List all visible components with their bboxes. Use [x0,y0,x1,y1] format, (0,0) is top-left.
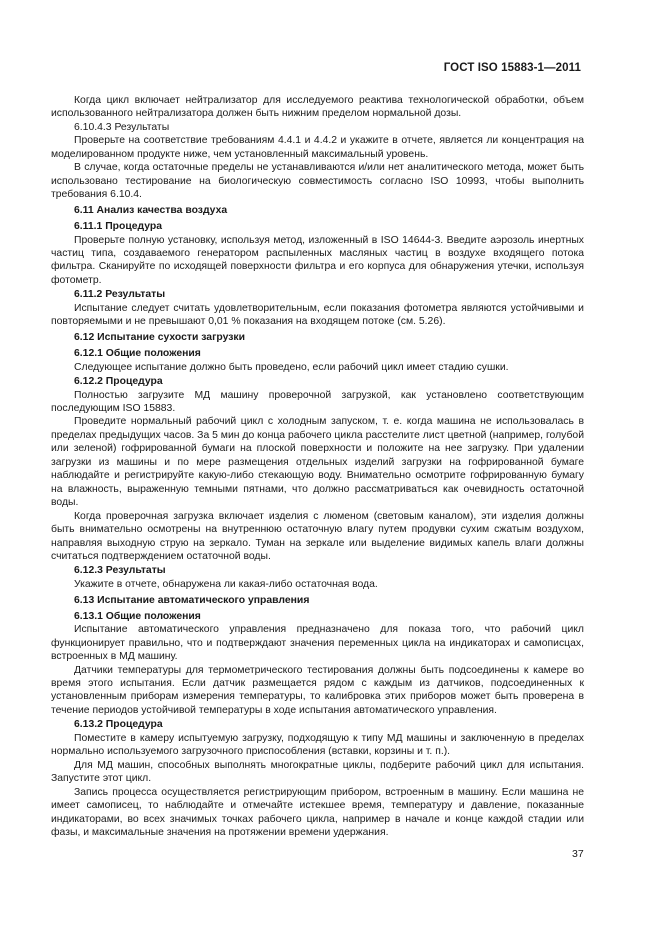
subsection-heading: 6.13.2 Процедура [74,719,163,731]
paragraph: Для МД машин, способных выполнять многократные циклы, подберите рабочий цикл для испытания. Запустите этот цикл. [51,759,584,785]
paragraph: Полностью загрузите МД машину проверочной загрузкой, как установлено соответствующим последующим ISO 15883. [51,389,584,414]
paragraph: Поместите в камеру испытуемую загрузку, подходящую к типу МД машины и заключенную в пределах нормально используемого загрузочного приспособления (вставки, корзины и т. п.). [51,732,584,758]
paragraph: В случае, когда остаточные пределы не устанавливаются и/или нет аналитического метода, может быть использовано тестирование на биологическую совместимость согласно ISO 10993, чтобы выполнить требования 6.10.4. [51,162,584,201]
section-heading: 6.11 Анализ качества воздуха [74,205,228,217]
paragraph: Укажите в отчете, обнаружена ли какая-либо остаточная вода. [74,578,378,590]
paragraph: Следующее испытание должно быть проведено, если рабочий цикл имеет стадию сушки. [74,361,509,373]
page-number: 37 [572,848,584,860]
paragraph: Испытание следует считать удовлетворительным, если показания фотометра являются устойчивыми и повторяемыми и не превышают 0,01 % показания на входящем потоке (см. 5.26). [51,302,584,328]
subsection-heading: 6.13.1 Общие положения [74,610,201,622]
paragraph: Когда цикл включает нейтрализатор для исследуемого реактива технологической обработки, объем использованного нейтрализатора должен быть нижним пределом нормальной дозы. [51,95,584,120]
paragraph: Испытание автоматического управления предназначено для показа того, что рабочий цикл функционирует правильно, что и подтверждают значения переменных цикла на индикаторах и самописцах, встроенных в МД машину. [51,624,584,663]
section-heading: 6.12 Испытание сухости загрузки [74,332,245,344]
paragraph: Когда проверочная загрузка включает изделия с люменом (световым каналом), эти изделия должны быть внимательно осмотрены на внутреннюю остаточную влагу путем продувки сухим сжатым воздухом, направляя выходную струю на зеркало. Туман на зеркале или выделение видимых капель влаги должны считаться подтверждением остаточной воды. [51,510,584,562]
subsection-heading: 6.12.1 Общие положения [74,348,201,360]
section-heading: 6.13 Испытание автоматического управления [74,594,310,606]
paragraph: Запись процесса осуществляется регистрирующим прибором, встроенным в машину. Если машина не имеет самописец, то наблюдайте и отмечайте истекшее время, температуру и давление, показанные индикаторами, во всех значимых точках рабочего цикла, например в начале и конце каждой стадии или фазы, и максимальные значения на протяжении времени удержания. [51,786,584,839]
subsection-heading: 6.11.1 Процедура [74,221,163,233]
paragraph: Проверьте на соответствие требованиям 4.4.1 и 4.4.2 и укажите в отчете, является ли концентрация на моделированном продукте ниже, чем установленный максимальный уровень. [51,135,584,160]
paragraph: Проведите нормальный рабочий цикл с холодным запуском, т. е. когда машина не использовалась в пределах предыдущих часов. За 5 мин до конца рабочего цикла расстелите лист цветной (например, голубой или зеленой) гофрированной бумаги на плоской поверхности и положите на нее загрузку. При удалении загрузки из машины и по мере размещения отдельных изделий загрузки на гофрированной бумаге наблюдайте и регистрируйте какую-либо стекающую воду. Внимательно осмотрите гофрированную бумагу на влажность, выраженную темными пятнами, что должно рассматриваться как очевидность остаточной воды. [51,416,584,509]
paragraph: Проверьте полную установку, используя метод, изложенный в ISO 14644-3. Введите аэрозоль инертных частиц типа, создаваемого генератором распыленных масляных частиц в воздухе входящего потока фильтра. Сканируйте по исходящей поверхности фильтра и его корпуса для обнаружения утечки, используя фотометр. [51,234,584,286]
subsection-heading: 6.12.3 Результаты [74,565,166,577]
subsection-heading: 6.10.4.3 Результаты [74,121,170,133]
subsection-heading: 6.12.2 Процедура [74,376,163,388]
standard-header: ГОСТ ISO 15883-1—2011 [443,62,581,74]
paragraph: Датчики температуры для термометрического тестирования должны быть подсоединены к камере во время этого испытания. Если датчик размещается рядом с каждым из датчиков, подсоединенных к установленным приборам измерения температуры, то калибровка этих приборов может быть проверена в течение периодов устойчивой температуры в ходе испытания автоматического управления. [51,664,584,716]
subsection-heading: 6.11.2 Результаты [74,289,166,301]
document-body [51,94,584,839]
